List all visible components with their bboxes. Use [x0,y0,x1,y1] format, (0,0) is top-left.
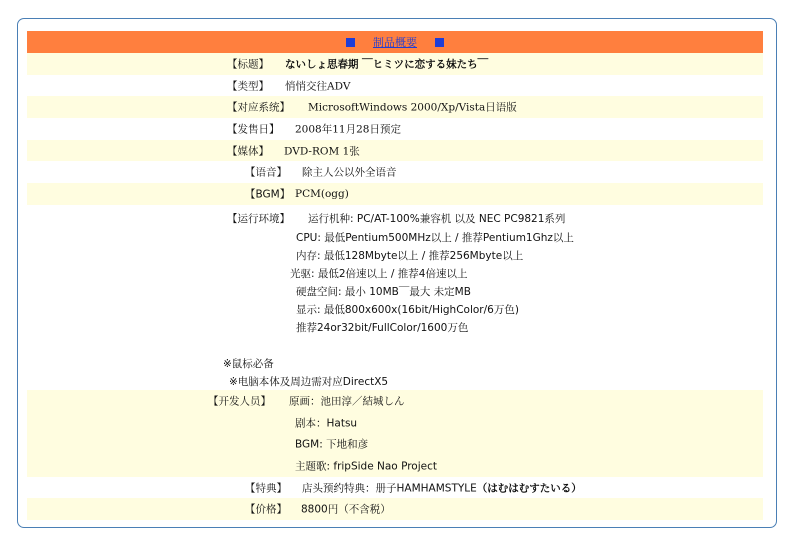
env-line-memory: 内存: 最低128Mbyte以上 / 推荐256Mbyte以上 [296,250,524,262]
env-line-hdd: 硬盘空间: 最小 10MB￣最大 未定MB [296,286,471,298]
env-line-machine: 运行机种: PC/AT-100%兼容机 以及 NEC PC9821系列 [308,213,566,225]
env-line-display: 显示: 最低800x600x(16bit/HighColor/6万色) [296,304,519,316]
staff-rows [27,390,763,520]
type-value: 悄悄交往ADV [285,80,351,93]
bonus-label: 【特典】 [245,482,287,495]
environment-block [27,205,763,391]
env-label: 【运行环境】 [227,213,290,225]
title-label: 【标题】 [227,58,269,71]
release-label: 【发售日】 [227,123,280,136]
staff-art: 原画：池田淳／結城しん [289,395,405,408]
row-title [27,53,763,75]
row-media [27,140,763,162]
price-value: 8800円（不含税） [301,503,391,516]
env-line-display-recommended: 推荐24or32bit/FullColor/1600万色 [296,322,469,334]
release-value: 2008年11月28日预定 [295,123,401,136]
row-type [27,75,763,97]
os-label: 【对应系统】 [227,101,290,114]
row-bgm [27,183,763,205]
bonus-value [302,480,582,495]
price-label: 【价格】 [245,503,287,516]
square-bullet-icon [346,38,355,47]
row-os [27,96,763,118]
voice-label: 【语音】 [245,166,287,179]
bgm-label: 【BGM】 [245,188,291,201]
title-inner [346,34,444,50]
staff-label: 【开发人员】 [208,395,271,408]
title-value: ないしょ思春期 ￣ヒミツに恋する妹たち￣ [285,58,489,71]
row-staff-bgm [27,433,763,455]
row-staff-script [27,412,763,434]
row-bonus [27,477,763,499]
square-bullet-icon [435,38,444,47]
env-line-cpu: CPU: 最低Pentium500MHz以上 / 推荐Pentium1Ghz以上 [296,232,574,244]
row-voice [27,161,763,183]
media-value: DVD-ROM 1张 [284,145,360,158]
row-price [27,498,763,520]
type-label: 【类型】 [227,80,269,93]
media-label: 【媒体】 [227,145,269,158]
title-bar [27,31,763,53]
row-release [27,118,763,140]
os-value: MicrosoftWindows 2000/Xp/Vista日语版 [308,101,517,114]
note-mouse: ※鼠标必备 [223,358,274,370]
note-directx: ※电脑本体及周边需对应DirectX5 [229,376,389,388]
bonus-value-text: 店头预约特典：册子HAMHAMSTYLE [302,482,477,495]
spec-rows [27,53,763,205]
section-title: 制品概要 [373,36,417,49]
staff-bgm: BGM: 下地和彦 [295,438,369,451]
staff-theme: 主题歌: fripSide Nao Project [295,460,437,473]
row-staff-art [27,390,763,412]
bonus-value-bold: （はむはむすたいる） [476,482,582,495]
bgm-value: PCM(ogg) [295,187,349,200]
env-line-drive: 光驱: 最低2倍速以上 / 推荐4倍速以上 [290,268,468,280]
row-staff-theme [27,455,763,477]
voice-value: 除主人公以外全语音 [302,166,397,179]
staff-script: 剧本：Hatsu [295,417,358,430]
